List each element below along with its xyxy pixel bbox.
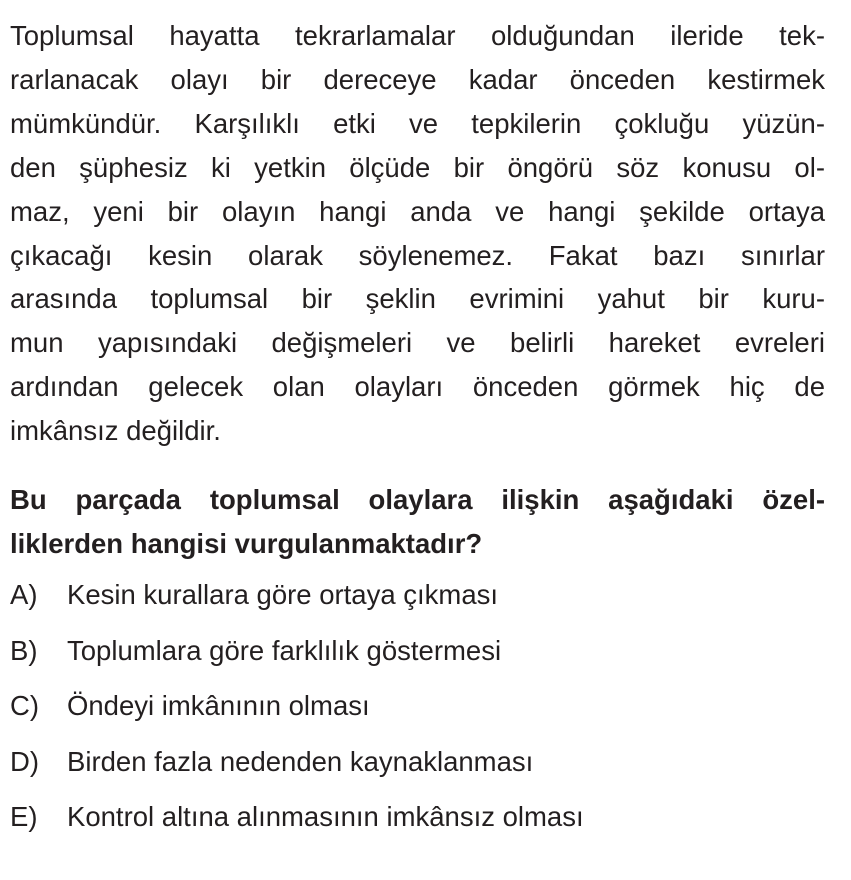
passage-line: çıkacağı kesin olarak söylenemez. Fakat bazı sınırlar	[10, 239, 825, 271]
passage-line: maz, yeni bir olayın hangi anda ve hangi şekilde ortaya	[10, 195, 825, 227]
passage-line: arasında toplumsal bir şeklin evrimini yahut bir kuru-	[10, 283, 825, 315]
option-text: Öndeyi imkânının olması	[67, 690, 370, 722]
passage-line: Toplumsal hayatta tekrarlamalar olduğundan ileride tek-	[10, 20, 825, 51]
option-letter: B)	[10, 634, 38, 666]
answer-options	[10, 573, 825, 851]
option-letter: A)	[10, 579, 38, 611]
option-letter: D)	[10, 745, 40, 777]
option-letter: E)	[10, 801, 38, 833]
option-b[interactable]	[10, 629, 825, 685]
question-page	[10, 14, 825, 867]
question-line: liklerden hangisi vurgulanmaktadır?	[10, 527, 483, 559]
option-letter: C)	[10, 690, 40, 722]
passage-line: ardından gelecek olan olayları önceden görmek hiç de	[10, 371, 825, 403]
option-text: Kontrol altına alınmasının imkânsız olması	[67, 801, 584, 833]
passage-line: rarlanacak olayı bir dereceye kadar önceden kestirmek	[10, 63, 825, 95]
passage-line: den şüphesiz ki yetkin ölçüde bir öngörü söz konusu ol-	[10, 151, 825, 183]
option-text: Toplumlara göre farklılık göstermesi	[67, 634, 502, 666]
passage-line: mun yapısındaki değişmeleri ve belirli hareket evreleri	[10, 327, 825, 359]
option-e[interactable]	[10, 795, 825, 851]
question-stem	[10, 478, 825, 565]
passage-line: imkânsız değildir.	[10, 415, 221, 447]
option-c[interactable]	[10, 684, 825, 740]
option-text: Kesin kurallara göre ortaya çıkması	[67, 579, 499, 611]
question-line: Bu parçada toplumsal olaylara ilişkin aşağıdaki özel-	[10, 484, 825, 516]
option-a[interactable]	[10, 573, 825, 629]
passage-text	[10, 14, 825, 453]
passage-line: mümkündür. Karşılıklı etki ve tepkilerin çokluğu yüzün-	[10, 107, 825, 139]
option-text: Birden fazla nedenden kaynaklanması	[67, 745, 534, 777]
option-d[interactable]	[10, 740, 825, 796]
